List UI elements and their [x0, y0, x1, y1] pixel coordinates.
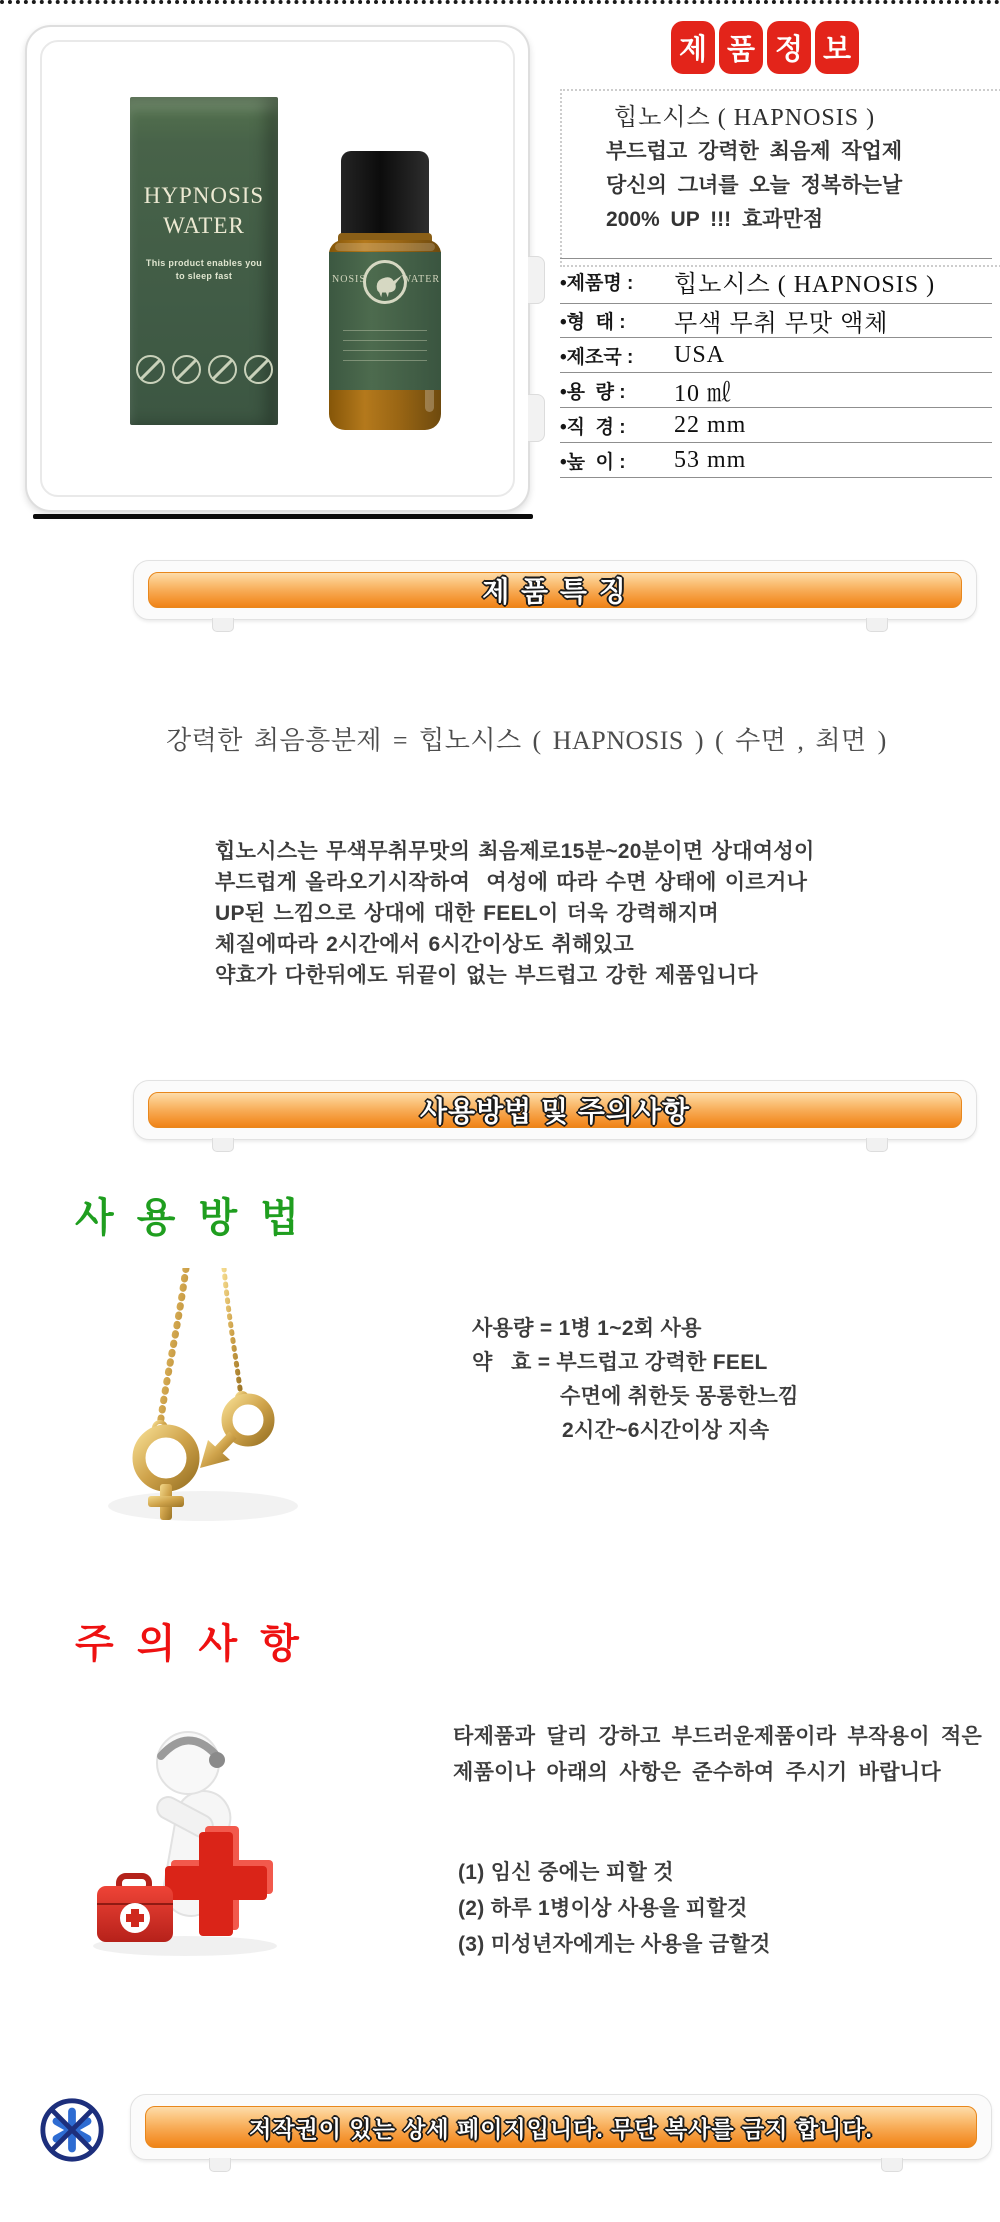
- features-line: 체질에따라 2시간에서 6시간이상도 취해있고: [215, 933, 634, 956]
- caution-intro-2: 제품이나 아래의 사항은 준수하여 주시기 바랍니다: [453, 1761, 941, 1784]
- caution-item-2: (2) 하루 1병이상 사용을 피할것: [458, 1897, 748, 1920]
- spec-row: [560, 443, 992, 478]
- features-line: 부드럽게 올라오기시작하여 여성에 따라 수면 상태에 이르거나: [215, 871, 808, 894]
- product-box-image: [130, 97, 278, 425]
- banner-tab: [209, 2158, 231, 2172]
- caution-item-3: (3) 미성년자에게는 사용을 금할것: [458, 1933, 771, 1956]
- kiwi-bird-glyph: [366, 263, 404, 301]
- frame-tab-top: [528, 256, 545, 304]
- caution-item-1: (1) 임신 중에는 피할 것: [458, 1861, 674, 1884]
- usage-line-3: 수면에 취한듯 몽롱한느낌: [560, 1385, 799, 1408]
- badge-char: 품: [719, 21, 763, 74]
- banner-tab: [881, 2158, 903, 2172]
- usage-caution-banner: [133, 1080, 977, 1140]
- bottle-cap: [341, 151, 429, 239]
- kiwi-logo-icon: [363, 260, 407, 304]
- flower-blur: [87, 1268, 220, 1339]
- no-spill-icon: [208, 355, 237, 384]
- usage-line-2: 약 효 = 부드럽고 강력한 FEEL: [472, 1351, 768, 1374]
- banner-tab: [866, 618, 888, 632]
- label-line: [343, 330, 427, 331]
- intro-line: 200% UP !!! 효과만점: [606, 208, 824, 231]
- eco-icon: [244, 355, 273, 384]
- spec-label: •형 태 :: [560, 311, 626, 333]
- spec-row: [560, 303, 992, 338]
- usage-caution-banner-bar: [148, 1092, 962, 1128]
- badge-char: 보: [815, 21, 859, 74]
- caution-heading: 주 의 사 항: [75, 1622, 305, 1666]
- features-paragraph: [215, 836, 815, 991]
- male-symbol-pendant: [200, 1399, 269, 1468]
- couple-pendant-image: [78, 1268, 333, 1533]
- product-info-badge: [671, 21, 859, 74]
- copyright-banner: [130, 2094, 992, 2160]
- intro-line: 당신의 그녀를 오늘 정복하는날: [606, 174, 903, 197]
- usage-heading: 사 용 방 법: [75, 1196, 305, 1240]
- banner-tab: [212, 1138, 234, 1152]
- bottle-label-text-right: WATER: [401, 274, 440, 285]
- features-line: UP된 느낌으로 상대에 대한 FEEL이 더욱 강력해지며: [215, 902, 719, 925]
- first-aid-figure-image: [85, 1718, 290, 1958]
- spec-value: 힙노시스 ( HAPNOSIS ): [674, 271, 936, 298]
- label-line: [343, 350, 427, 351]
- intro-line: 힙노시스 ( HAPNOSIS ): [614, 105, 876, 131]
- spec-row: [560, 258, 992, 304]
- photo-underline: [33, 514, 533, 519]
- caution-intro-1: 타제품과 달리 강하고 부드러운제품이라 부작용이 적은: [453, 1725, 983, 1748]
- spec-label: •직 경 :: [560, 416, 626, 438]
- spec-value: 53 mm: [674, 446, 747, 473]
- usage-line-4: 2시간~6시간이상 지속: [562, 1419, 770, 1442]
- box-title-line1: HYPNOSIS: [143, 183, 265, 208]
- spec-row: [560, 338, 992, 373]
- spec-value: 10 ㎖: [674, 380, 732, 407]
- features-banner: [133, 560, 977, 620]
- features-headline: 강력한 최음흥분제 = 힙노시스 ( HAPNOSIS ) ( 수면 , 최면 ): [166, 726, 887, 755]
- frame-tab-bottom: [528, 394, 545, 442]
- copyright-banner-bar: [145, 2106, 977, 2148]
- product-intro-box: [560, 89, 1000, 267]
- spec-row: [560, 373, 992, 408]
- spec-value: 무색 무취 무맛 액체: [674, 310, 889, 337]
- features-line: 약효가 다한뒤에도 뒤끝이 없는 부드럽고 강한 제품입니다: [215, 964, 758, 987]
- bottle-label: [329, 252, 441, 390]
- first-aid-case: [97, 1876, 173, 1942]
- top-divider: [0, 0, 1000, 4]
- no-copy-icon: [38, 2096, 106, 2164]
- spec-row: [560, 408, 992, 443]
- banner-tab: [212, 618, 234, 632]
- badge-char: 정: [767, 21, 811, 74]
- features-line: 힙노시스는 무색무취무맛의 최음제로15분~20분이면 상대여성이: [215, 840, 815, 863]
- spec-label: •용 량 :: [560, 381, 626, 403]
- chain: [224, 1268, 241, 1396]
- box-title-line2: WATER: [163, 213, 245, 238]
- features-banner-bar: [148, 572, 962, 608]
- spec-value: 22 mm: [674, 411, 747, 438]
- usage-caution-banner-title: 사용방법 및 주의사항: [420, 1096, 690, 1127]
- box-prohibition-icons: [130, 355, 278, 384]
- copyright-text: 저작권이 있는 상세 페이지입니다. 무단 복사를 금지 합니다.: [249, 2115, 873, 2142]
- bottle-label-text-left: NOSIS: [332, 274, 366, 285]
- badge-char: 제: [671, 21, 715, 74]
- spec-label: •높 이 :: [560, 451, 626, 473]
- usage-line-1: 사용량 = 1병 1~2회 사용: [472, 1317, 702, 1340]
- spec-label: •제품명 :: [560, 272, 634, 294]
- label-line: [343, 360, 427, 361]
- intro-line: 부드럽고 강력한 최음제 작업제: [606, 140, 903, 163]
- no-children-icon: [136, 355, 165, 384]
- no-drink-icon: [172, 355, 201, 384]
- spec-label: •제조국 :: [560, 346, 634, 368]
- label-line: [343, 340, 427, 341]
- box-subtitle-line2: to sleep fast: [175, 271, 233, 281]
- features-banner-title: 제 품 특 징: [482, 576, 628, 607]
- box-subtitle-line1: This product enables you: [145, 258, 263, 268]
- spec-value: USA: [674, 341, 726, 368]
- banner-tab: [866, 1138, 888, 1152]
